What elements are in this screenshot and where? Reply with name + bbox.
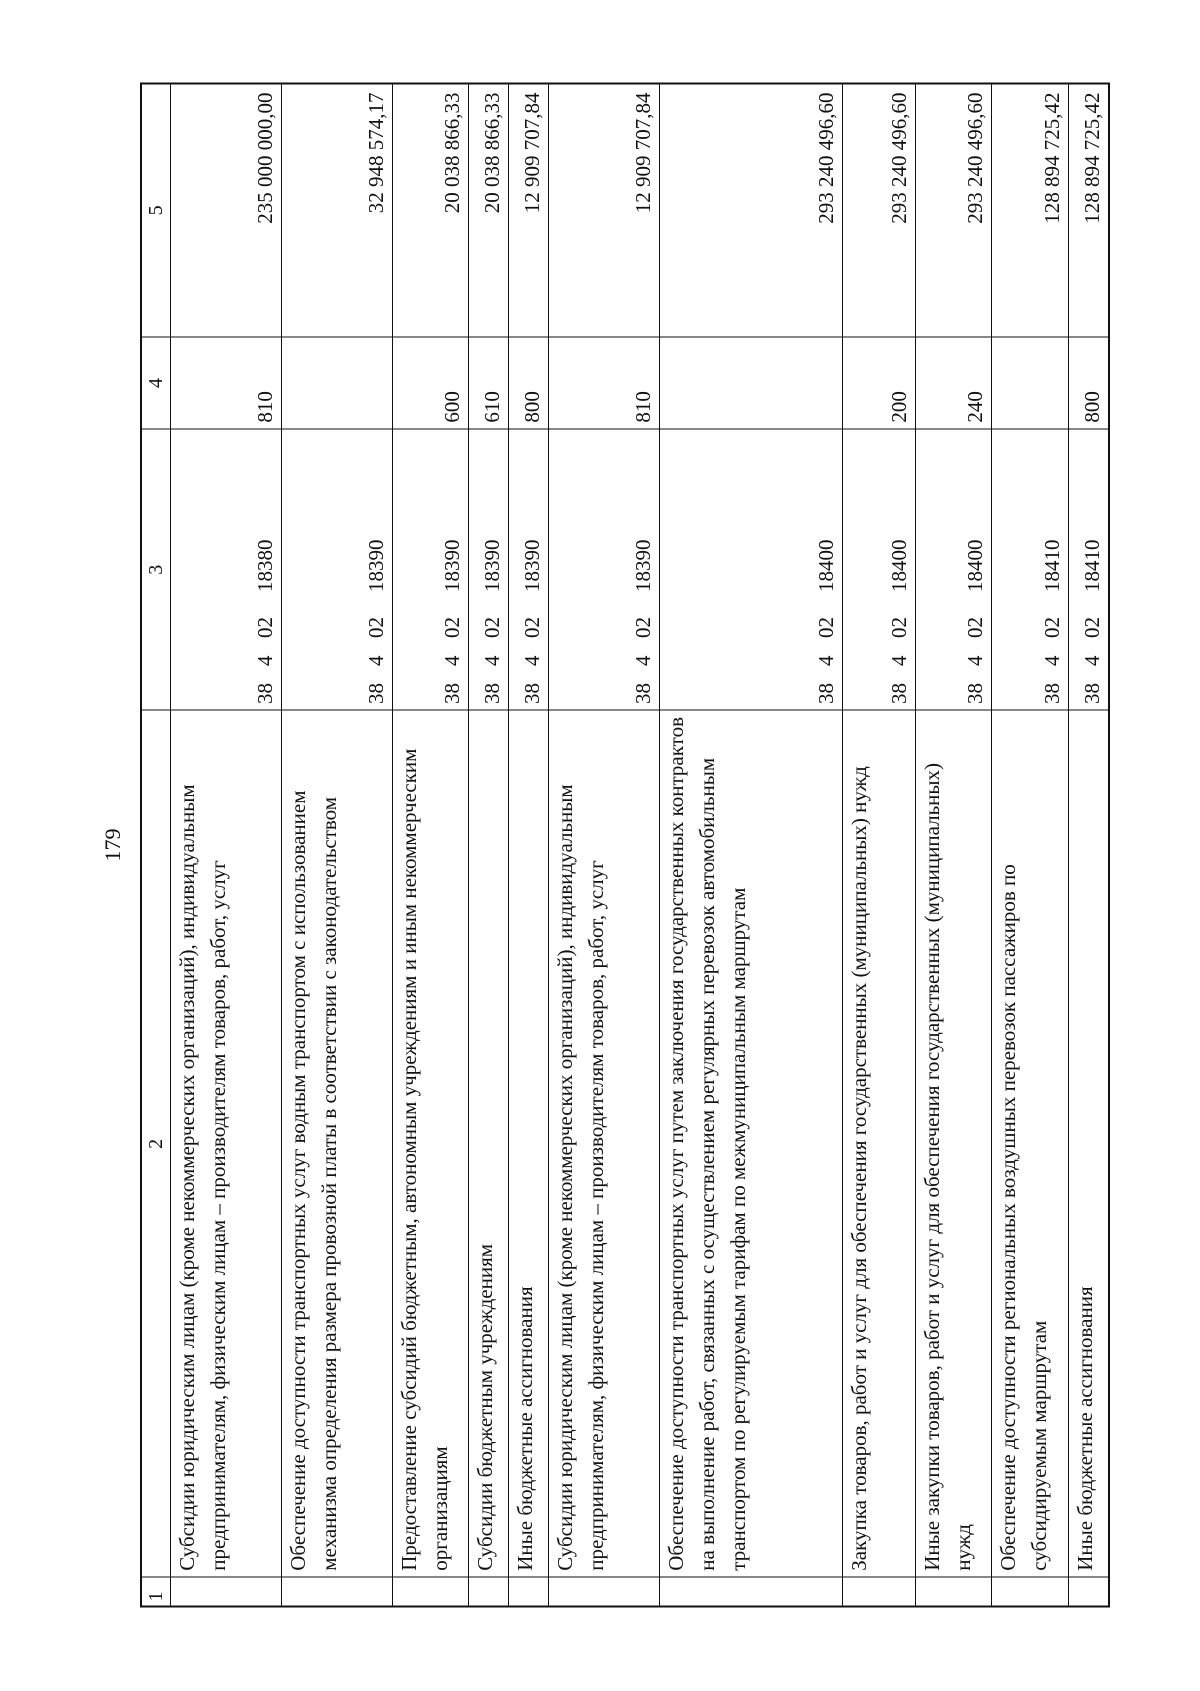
row-code-part: 18390 — [630, 539, 655, 592]
row-code — [1068, 429, 1109, 710]
row-expense-type: 800 — [1068, 337, 1109, 429]
row-code-part: 18410 — [1080, 539, 1104, 592]
row-amount: 128 894 725,42 — [992, 84, 1068, 337]
row-code-part: 4 — [963, 655, 988, 666]
row-code-part: 18400 — [814, 539, 839, 592]
header-col-2: 2 — [141, 711, 171, 1578]
table-row — [282, 84, 393, 1607]
row-code — [171, 429, 282, 710]
table-row — [915, 84, 991, 1607]
row-col-1 — [469, 1577, 509, 1606]
header-col-3: 3 — [141, 429, 171, 710]
row-code-part: 18380 — [253, 539, 278, 592]
row-code — [392, 429, 468, 710]
row-col-1 — [509, 1577, 549, 1606]
row-code-part: 38 — [480, 683, 504, 704]
row-code-part: 4 — [630, 655, 655, 666]
table-row — [1068, 84, 1109, 1607]
row-code-part: 38 — [363, 683, 388, 704]
row-code — [843, 429, 916, 710]
row-code-part: 38 — [440, 683, 465, 704]
row-code-part: 02 — [440, 617, 465, 638]
row-amount: 20 038 866,33 — [469, 84, 509, 337]
table-row — [548, 84, 659, 1607]
row-amount: 293 240 496,60 — [915, 84, 991, 337]
row-code-part: 38 — [1080, 683, 1104, 704]
row-description: Закупка товаров, работ и услуг для обеспечения государственных (муниципальных) нужд — [843, 711, 916, 1578]
row-code-part: 38 — [630, 683, 655, 704]
row-description: Субсидии бюджетным учреждениям — [469, 711, 509, 1578]
row-description: Обеспечение доступности региональных воздушных перевозок пассажиров по субсидируемым маршрутам — [992, 711, 1068, 1578]
row-code-part: 38 — [519, 683, 544, 704]
header-col-4: 4 — [141, 337, 171, 429]
row-col-1 — [282, 1577, 393, 1606]
row-code-part: 02 — [1039, 617, 1064, 638]
row-expense-type: 610 — [469, 337, 509, 429]
row-code-part: 4 — [363, 655, 388, 666]
table-row — [992, 84, 1068, 1607]
table-body — [171, 84, 1109, 1607]
row-description: Субсидии юридическим лицам (кроме некоммерческих организаций), индивидуальным предпринимателям, физическим лицам – производителям товаров, работ, услуг — [171, 711, 282, 1578]
header-row — [141, 84, 171, 1607]
row-code-part: 38 — [814, 683, 839, 704]
row-expense-type: 600 — [392, 337, 468, 429]
row-expense-type: 810 — [171, 337, 282, 429]
row-amount: 12 909 707,84 — [548, 84, 659, 337]
row-code-part: 18390 — [363, 539, 388, 592]
row-code-part: 02 — [886, 617, 911, 638]
row-description: Иные бюджетные ассигнования — [509, 711, 549, 1578]
row-description: Обеспечение доступности транспортных услуг путем заключения государственных контрактов на выполнение работ, связанных с осуществлением регулярных перевозок автомобильным транспортом по регулируемым тарифам по межмуниципальным маршрутам — [659, 711, 842, 1578]
row-expense-type: 810 — [548, 337, 659, 429]
row-code-part: 02 — [253, 617, 278, 638]
page-number: 179 — [100, 828, 125, 862]
row-amount: 20 038 866,33 — [392, 84, 468, 337]
row-code-part: 18390 — [440, 539, 465, 592]
row-col-1 — [392, 1577, 468, 1606]
row-description: Предоставление субсидий бюджетным, автономным учреждениям и иным некоммерческим организациям — [392, 711, 468, 1578]
row-code — [282, 429, 393, 710]
row-description: Обеспечение доступности транспортных услуг водным транспортом с использованием механизма определения размера провозной платы в соответствии с законодательством — [282, 711, 393, 1578]
header-col-1: 1 — [141, 1577, 171, 1606]
row-code-part: 38 — [886, 683, 911, 704]
row-amount: 293 240 496,60 — [659, 84, 842, 337]
row-expense-type: 800 — [509, 337, 549, 429]
budget-table-container — [140, 83, 1110, 1608]
row-code-part: 38 — [253, 683, 278, 704]
table-row — [843, 84, 916, 1607]
row-description: Иные закупки товаров, работ и услуг для обеспечения государственных (муниципальных) нужд — [915, 711, 991, 1578]
row-col-1 — [659, 1577, 842, 1606]
row-code — [915, 429, 991, 710]
row-col-1 — [843, 1577, 916, 1606]
row-amount: 293 240 496,60 — [843, 84, 916, 337]
row-col-1 — [171, 1577, 282, 1606]
row-expense-type — [992, 337, 1068, 429]
row-code — [659, 429, 842, 710]
row-code-part: 02 — [963, 617, 988, 638]
row-code-part: 4 — [1039, 655, 1064, 666]
row-code-part: 18400 — [886, 539, 911, 592]
row-code-part: 18390 — [480, 539, 504, 592]
row-code — [992, 429, 1068, 710]
row-amount: 32 948 574,17 — [282, 84, 393, 337]
header-col-5: 5 — [141, 84, 171, 337]
row-col-1 — [548, 1577, 659, 1606]
row-amount: 128 894 725,42 — [1068, 84, 1109, 337]
table-row — [659, 84, 842, 1607]
row-code-part: 18390 — [519, 539, 544, 592]
budget-table — [140, 83, 1110, 1608]
table-row — [171, 84, 282, 1607]
row-expense-type: 240 — [915, 337, 991, 429]
row-code-part: 38 — [1039, 683, 1064, 704]
row-code-part: 02 — [1080, 617, 1104, 638]
row-code-part: 4 — [480, 655, 504, 666]
row-col-1 — [992, 1577, 1068, 1606]
row-amount: 12 909 707,84 — [509, 84, 549, 337]
row-code-part: 02 — [480, 617, 504, 638]
row-code — [469, 429, 509, 710]
row-description: Субсидии юридическим лицам (кроме некоммерческих организаций), индивидуальным предпринимателям, физическим лицам – производителям товаров, работ, услуг — [548, 711, 659, 1578]
row-code — [548, 429, 659, 710]
row-expense-type: 200 — [843, 337, 916, 429]
row-code-part: 02 — [814, 617, 839, 638]
row-code-part: 02 — [630, 617, 655, 638]
row-code-part: 4 — [814, 655, 839, 666]
row-code-part: 4 — [519, 655, 544, 666]
row-code-part: 02 — [519, 617, 544, 638]
row-code-part: 02 — [363, 617, 388, 638]
row-col-1 — [1068, 1577, 1109, 1606]
row-code-part: 18410 — [1039, 539, 1064, 592]
row-amount: 235 000 000,00 — [171, 84, 282, 337]
row-code-part: 4 — [1080, 655, 1104, 666]
row-col-1 — [915, 1577, 991, 1606]
row-description: Иные бюджетные ассигнования — [1068, 711, 1109, 1578]
row-code — [509, 429, 549, 710]
row-code-part: 4 — [440, 655, 465, 666]
table-row — [509, 84, 549, 1607]
row-expense-type — [282, 337, 393, 429]
row-expense-type — [659, 337, 842, 429]
row-code-part: 4 — [886, 655, 911, 666]
row-code-part: 38 — [963, 683, 988, 704]
table-row — [469, 84, 509, 1607]
table-row — [392, 84, 468, 1607]
row-code-part: 4 — [253, 655, 278, 666]
row-code-part: 18400 — [963, 539, 988, 592]
